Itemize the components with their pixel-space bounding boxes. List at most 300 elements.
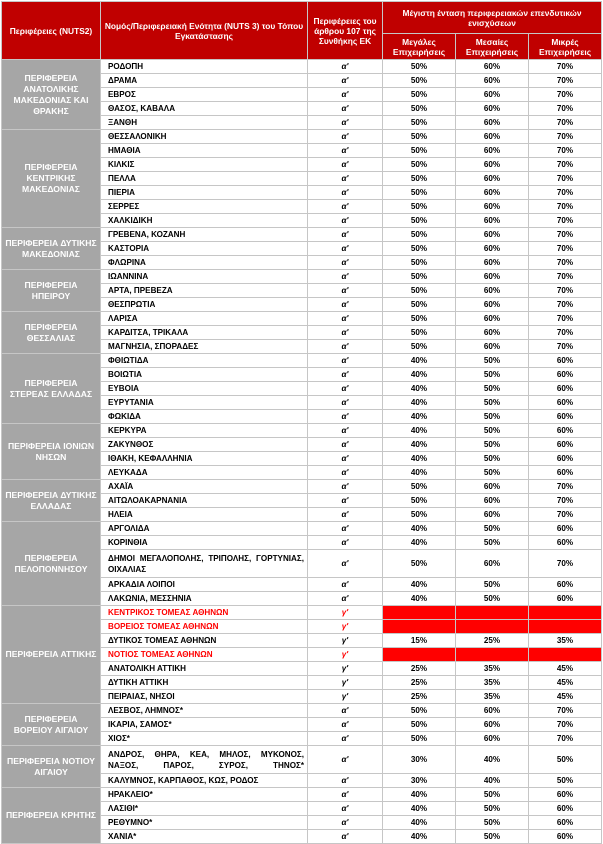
table-body: [2, 60, 602, 844]
large-enterprise-cell: 50%: [383, 200, 456, 214]
document-page: [1, 1, 602, 844]
large-enterprise-cell: 50%: [383, 214, 456, 228]
prefecture-cell: ΑΡΤΑ, ΠΡΕΒΕΖΑ: [101, 284, 308, 298]
region-name: ΠΕΡΙΦΕΡΕΙΑ ΠΕΛΟΠΟΝΝΗΣΟΥ: [2, 522, 101, 606]
article-cell: α': [308, 452, 383, 466]
small-enterprise-cell: 70%: [529, 732, 602, 746]
article-cell: α': [308, 522, 383, 536]
table-row: [2, 354, 602, 368]
table-row: [2, 746, 602, 774]
prefecture-cell: ΧΑΝΙΑ*: [101, 830, 308, 844]
article-cell: α': [308, 312, 383, 326]
small-enterprise-cell: 60%: [529, 354, 602, 368]
prefecture-cell: ΛΑΚΩΝΙΑ, ΜΕΣΣΗΝΙΑ: [101, 592, 308, 606]
medium-enterprise-cell: 50%: [456, 536, 529, 550]
prefecture-cell: ΘΑΣΟΣ, ΚΑΒΑΛΑ: [101, 102, 308, 116]
small-enterprise-cell: 70%: [529, 284, 602, 298]
table-row: [2, 788, 602, 802]
large-enterprise-cell: 40%: [383, 368, 456, 382]
large-enterprise-cell: 50%: [383, 172, 456, 186]
small-enterprise-cell: 70%: [529, 340, 602, 354]
medium-enterprise-cell: 50%: [456, 438, 529, 452]
small-enterprise-cell: 60%: [529, 578, 602, 592]
medium-enterprise-cell: 50%: [456, 592, 529, 606]
small-enterprise-cell: 60%: [529, 592, 602, 606]
article-cell: α': [308, 718, 383, 732]
medium-enterprise-cell: 60%: [456, 214, 529, 228]
medium-enterprise-cell: 50%: [456, 802, 529, 816]
article-cell: α': [308, 480, 383, 494]
small-enterprise-cell: 70%: [529, 130, 602, 144]
large-enterprise-cell: 40%: [383, 592, 456, 606]
small-enterprise-cell: 70%: [529, 74, 602, 88]
large-enterprise-cell: 40%: [383, 788, 456, 802]
small-enterprise-cell: 60%: [529, 522, 602, 536]
article-cell: α': [308, 172, 383, 186]
small-enterprise-cell: 60%: [529, 424, 602, 438]
prefecture-cell: ΔΗΜΟΙ ΜΕΓΑΛΟΠΟΛΗΣ, ΤΡΙΠΟΛΗΣ, ΓΟΡΤΥΝΙΑΣ, ΟΙΧΑΛΙΑΣ: [101, 550, 308, 578]
article-cell: α': [308, 746, 383, 774]
header-medium: Μεσαίες Επιχειρήσεις: [456, 34, 529, 60]
small-enterprise-cell: 60%: [529, 536, 602, 550]
article-cell: α': [308, 144, 383, 158]
table-row: [2, 424, 602, 438]
prefecture-cell: ΒΟΙΩΤΙΑ: [101, 368, 308, 382]
prefecture-cell: ΙΩΑΝΝΙΝΑ: [101, 270, 308, 284]
article-cell: α': [308, 704, 383, 718]
small-enterprise-cell: 60%: [529, 816, 602, 830]
large-enterprise-cell: 50%: [383, 340, 456, 354]
large-enterprise-cell: 50%: [383, 102, 456, 116]
table-header: [2, 2, 602, 60]
medium-enterprise-cell: 60%: [456, 312, 529, 326]
small-enterprise-cell: 70%: [529, 550, 602, 578]
article-cell: α': [308, 732, 383, 746]
large-enterprise-cell: 40%: [383, 382, 456, 396]
medium-enterprise-cell: 60%: [456, 704, 529, 718]
small-enterprise-cell: 70%: [529, 144, 602, 158]
medium-enterprise-cell: 60%: [456, 172, 529, 186]
medium-enterprise-cell: 50%: [456, 368, 529, 382]
small-enterprise-cell: 70%: [529, 158, 602, 172]
article-cell: α': [308, 410, 383, 424]
article-cell: α': [308, 466, 383, 480]
article-cell: α': [308, 550, 383, 578]
small-enterprise-cell: 70%: [529, 60, 602, 74]
small-enterprise-cell: 60%: [529, 438, 602, 452]
medium-enterprise-cell: 50%: [456, 788, 529, 802]
header-small: Μικρές Επιχειρήσεις: [529, 34, 602, 60]
prefecture-cell: ΛΑΣΙΘΙ*: [101, 802, 308, 816]
medium-enterprise-cell: 60%: [456, 326, 529, 340]
prefecture-cell: ΓΡΕΒΕΝΑ, ΚΟΖΑΝΗ: [101, 228, 308, 242]
article-cell: γ': [308, 634, 383, 648]
medium-enterprise-cell: 60%: [456, 494, 529, 508]
large-enterprise-cell: 50%: [383, 284, 456, 298]
medium-enterprise-cell: 35%: [456, 662, 529, 676]
medium-enterprise-cell: 60%: [456, 480, 529, 494]
article-cell: γ': [308, 606, 383, 620]
small-enterprise-cell: 70%: [529, 172, 602, 186]
large-enterprise-cell: 50%: [383, 242, 456, 256]
small-enterprise-cell: 60%: [529, 802, 602, 816]
region-name: ΠΕΡΙΦΕΡΕΙΑ ΚΕΝΤΡΙΚΗΣ ΜΑΚΕΔΟΝΙΑΣ: [2, 130, 101, 228]
small-enterprise-cell: 60%: [529, 788, 602, 802]
prefecture-cell: ΘΕΣΠΡΩΤΙΑ: [101, 298, 308, 312]
small-enterprise-cell: 70%: [529, 186, 602, 200]
small-enterprise-cell: 60%: [529, 382, 602, 396]
large-enterprise-cell: 50%: [383, 186, 456, 200]
small-enterprise-cell: 70%: [529, 312, 602, 326]
small-enterprise-cell: 70%: [529, 116, 602, 130]
article-cell: α': [308, 298, 383, 312]
small-enterprise-cell: [529, 648, 602, 662]
aid-intensity-table: [1, 1, 602, 844]
prefecture-cell: ΙΚΑΡΙΑ, ΣΑΜΟΣ*: [101, 718, 308, 732]
prefecture-cell: ΚΑΣΤΟΡΙΑ: [101, 242, 308, 256]
article-cell: γ': [308, 662, 383, 676]
article-cell: α': [308, 256, 383, 270]
large-enterprise-cell: 50%: [383, 550, 456, 578]
small-enterprise-cell: 60%: [529, 830, 602, 844]
article-cell: α': [308, 354, 383, 368]
article-cell: α': [308, 774, 383, 788]
prefecture-cell: ΗΡΑΚΛΕΙΟ*: [101, 788, 308, 802]
prefecture-cell: ΦΩΚΙΔΑ: [101, 410, 308, 424]
prefecture-cell: ΘΕΣΣΑΛΟΝΙΚΗ: [101, 130, 308, 144]
table-row: [2, 606, 602, 620]
small-enterprise-cell: 50%: [529, 774, 602, 788]
large-enterprise-cell: 40%: [383, 466, 456, 480]
prefecture-cell: ΗΛΕΙΑ: [101, 508, 308, 522]
article-cell: α': [308, 802, 383, 816]
large-enterprise-cell: 40%: [383, 816, 456, 830]
medium-enterprise-cell: 35%: [456, 690, 529, 704]
article-cell: α': [308, 74, 383, 88]
small-enterprise-cell: 70%: [529, 102, 602, 116]
medium-enterprise-cell: 60%: [456, 60, 529, 74]
large-enterprise-cell: 40%: [383, 578, 456, 592]
medium-enterprise-cell: 40%: [456, 746, 529, 774]
medium-enterprise-cell: [456, 648, 529, 662]
prefecture-cell: ΚΟΡΙΝΘΙΑ: [101, 536, 308, 550]
medium-enterprise-cell: 60%: [456, 130, 529, 144]
table-row: [2, 522, 602, 536]
prefecture-cell: ΑΧΑΪΑ: [101, 480, 308, 494]
medium-enterprise-cell: 50%: [456, 816, 529, 830]
medium-enterprise-cell: 60%: [456, 340, 529, 354]
region-name: ΠΕΡΙΦΕΡΕΙΑ ΙΟΝΙΩΝ ΝΗΣΩΝ: [2, 424, 101, 480]
medium-enterprise-cell: 50%: [456, 354, 529, 368]
small-enterprise-cell: 60%: [529, 396, 602, 410]
prefecture-cell: ΑΡΓΟΛΙΔΑ: [101, 522, 308, 536]
medium-enterprise-cell: 60%: [456, 508, 529, 522]
prefecture-cell: ΚΑΛΥΜΝΟΣ, ΚΑΡΠΑΘΟΣ, ΚΩΣ, ΡΟΔΟΣ: [101, 774, 308, 788]
large-enterprise-cell: 40%: [383, 410, 456, 424]
small-enterprise-cell: 60%: [529, 466, 602, 480]
prefecture-cell: ΡΕΘΥΜΝΟ*: [101, 816, 308, 830]
large-enterprise-cell: 50%: [383, 508, 456, 522]
small-enterprise-cell: 35%: [529, 634, 602, 648]
large-enterprise-cell: 50%: [383, 326, 456, 340]
large-enterprise-cell: 50%: [383, 228, 456, 242]
region-name: ΠΕΡΙΦΕΡΕΙΑ ΔΥΤΙΚΗΣ ΜΑΚΕΔΟΝΙΑΣ: [2, 228, 101, 270]
region-name: ΠΕΡΙΦΕΡΕΙΑ ΑΤΤΙΚΗΣ: [2, 606, 101, 704]
medium-enterprise-cell: 50%: [456, 410, 529, 424]
article-cell: α': [308, 578, 383, 592]
medium-enterprise-cell: 50%: [456, 424, 529, 438]
small-enterprise-cell: 70%: [529, 326, 602, 340]
region-name: ΠΕΡΙΦΕΡΕΙΑ ΑΝΑΤΟΛΙΚΗΣ ΜΑΚΕΔΟΝΙΑΣ ΚΑΙ ΘΡΑΚΗΣ: [2, 60, 101, 130]
large-enterprise-cell: 50%: [383, 312, 456, 326]
small-enterprise-cell: 60%: [529, 368, 602, 382]
table-row: [2, 228, 602, 242]
prefecture-cell: ΖΑΚΥΝΘΟΣ: [101, 438, 308, 452]
medium-enterprise-cell: 50%: [456, 830, 529, 844]
article-cell: α': [308, 508, 383, 522]
prefecture-cell: ΕΥΒΟΙΑ: [101, 382, 308, 396]
small-enterprise-cell: 70%: [529, 270, 602, 284]
medium-enterprise-cell: 60%: [456, 158, 529, 172]
article-cell: α': [308, 788, 383, 802]
large-enterprise-cell: 25%: [383, 690, 456, 704]
prefecture-cell: ΞΑΝΘΗ: [101, 116, 308, 130]
small-enterprise-cell: 70%: [529, 200, 602, 214]
large-enterprise-cell: 50%: [383, 60, 456, 74]
large-enterprise-cell: 50%: [383, 74, 456, 88]
medium-enterprise-cell: 60%: [456, 718, 529, 732]
medium-enterprise-cell: 60%: [456, 116, 529, 130]
large-enterprise-cell: 50%: [383, 270, 456, 284]
small-enterprise-cell: 70%: [529, 298, 602, 312]
large-enterprise-cell: 40%: [383, 830, 456, 844]
article-cell: γ': [308, 620, 383, 634]
table-row: [2, 312, 602, 326]
large-enterprise-cell: 40%: [383, 354, 456, 368]
small-enterprise-cell: 45%: [529, 690, 602, 704]
header-large: Μεγάλες Επιχειρήσεις: [383, 34, 456, 60]
medium-enterprise-cell: 50%: [456, 452, 529, 466]
large-enterprise-cell: [383, 648, 456, 662]
article-cell: α': [308, 382, 383, 396]
prefecture-cell: ΠΙΕΡΙΑ: [101, 186, 308, 200]
article-cell: α': [308, 116, 383, 130]
article-cell: α': [308, 228, 383, 242]
prefecture-cell: ΑΡΚΑΔΙΑ ΛΟΙΠΟΙ: [101, 578, 308, 592]
large-enterprise-cell: [383, 606, 456, 620]
region-name: ΠΕΡΙΦΕΡΕΙΑ ΘΕΣΣΑΛΙΑΣ: [2, 312, 101, 354]
large-enterprise-cell: 50%: [383, 494, 456, 508]
prefecture-cell: ΙΘΑΚΗ, ΚΕΦΑΛΛΗΝΙΑ: [101, 452, 308, 466]
small-enterprise-cell: 60%: [529, 410, 602, 424]
prefecture-cell: ΦΘΙΩΤΙΔΑ: [101, 354, 308, 368]
article-cell: α': [308, 816, 383, 830]
medium-enterprise-cell: [456, 620, 529, 634]
small-enterprise-cell: 70%: [529, 494, 602, 508]
header-regions: Περιφέρειες (NUTS2): [2, 2, 101, 60]
article-cell: α': [308, 130, 383, 144]
table-row: [2, 480, 602, 494]
small-enterprise-cell: 50%: [529, 746, 602, 774]
medium-enterprise-cell: 60%: [456, 550, 529, 578]
article-cell: α': [308, 158, 383, 172]
large-enterprise-cell: 50%: [383, 158, 456, 172]
region-name: ΠΕΡΙΦΕΡΕΙΑ ΒΟΡΕΙΟΥ ΑΙΓΑΙΟΥ: [2, 704, 101, 746]
article-cell: α': [308, 284, 383, 298]
large-enterprise-cell: 40%: [383, 396, 456, 410]
prefecture-cell: ΔΥΤΙΚΗ ΑΤΤΙΚΗ: [101, 676, 308, 690]
region-name: ΠΕΡΙΦΕΡΕΙΑ ΚΡΗΤΗΣ: [2, 788, 101, 844]
prefecture-cell: ΗΜΑΘΙΑ: [101, 144, 308, 158]
prefecture-cell: ΠΕΛΛΑ: [101, 172, 308, 186]
region-name: ΠΕΡΙΦΕΡΕΙΑ ΝΟΤΙΟΥ ΑΙΓΑΙΟΥ: [2, 746, 101, 788]
medium-enterprise-cell: 50%: [456, 396, 529, 410]
small-enterprise-cell: [529, 620, 602, 634]
prefecture-cell: ΛΕΣΒΟΣ, ΛΗΜΝΟΣ*: [101, 704, 308, 718]
medium-enterprise-cell: 60%: [456, 270, 529, 284]
small-enterprise-cell: 70%: [529, 256, 602, 270]
medium-enterprise-cell: 60%: [456, 284, 529, 298]
medium-enterprise-cell: 60%: [456, 228, 529, 242]
medium-enterprise-cell: 60%: [456, 732, 529, 746]
prefecture-cell: ΣΕΡΡΕΣ: [101, 200, 308, 214]
large-enterprise-cell: 50%: [383, 704, 456, 718]
prefecture-cell: ΡΟΔΟΠΗ: [101, 60, 308, 74]
small-enterprise-cell: 70%: [529, 480, 602, 494]
prefecture-cell: ΔΥΤΙΚΟΣ ΤΟΜΕΑΣ ΑΘΗΝΩΝ: [101, 634, 308, 648]
large-enterprise-cell: 50%: [383, 480, 456, 494]
medium-enterprise-cell: 40%: [456, 774, 529, 788]
table-row: [2, 130, 602, 144]
prefecture-cell: ΕΥΡΥΤΑΝΙΑ: [101, 396, 308, 410]
region-name: ΠΕΡΙΦΕΡΕΙΑ ΗΠΕΙΡΟΥ: [2, 270, 101, 312]
region-name: ΠΕΡΙΦΕΡΕΙΑ ΔΥΤΙΚΗΣ ΕΛΛΑΔΑΣ: [2, 480, 101, 522]
large-enterprise-cell: 30%: [383, 746, 456, 774]
medium-enterprise-cell: 60%: [456, 186, 529, 200]
large-enterprise-cell: 40%: [383, 424, 456, 438]
medium-enterprise-cell: 60%: [456, 200, 529, 214]
article-cell: α': [308, 424, 383, 438]
medium-enterprise-cell: 60%: [456, 102, 529, 116]
large-enterprise-cell: 40%: [383, 522, 456, 536]
prefecture-cell: ΑΝΑΤΟΛΙΚΗ ΑΤΤΙΚΗ: [101, 662, 308, 676]
article-cell: α': [308, 200, 383, 214]
article-cell: α': [308, 494, 383, 508]
small-enterprise-cell: [529, 606, 602, 620]
medium-enterprise-cell: 60%: [456, 298, 529, 312]
prefecture-cell: ΛΑΡΙΣΑ: [101, 312, 308, 326]
large-enterprise-cell: 40%: [383, 452, 456, 466]
article-cell: α': [308, 88, 383, 102]
medium-enterprise-cell: [456, 606, 529, 620]
prefecture-cell: ΦΛΩΡΙΝΑ: [101, 256, 308, 270]
medium-enterprise-cell: 60%: [456, 242, 529, 256]
article-cell: γ': [308, 676, 383, 690]
large-enterprise-cell: 50%: [383, 88, 456, 102]
article-cell: α': [308, 326, 383, 340]
header-article: Περιφέρειες του άρθρου 107 της Συνθήκης ΕΚ: [308, 2, 383, 60]
large-enterprise-cell: 50%: [383, 116, 456, 130]
small-enterprise-cell: 70%: [529, 242, 602, 256]
prefecture-cell: ΛΕΥΚΑΔΑ: [101, 466, 308, 480]
large-enterprise-cell: 25%: [383, 676, 456, 690]
large-enterprise-cell: 50%: [383, 718, 456, 732]
article-cell: α': [308, 438, 383, 452]
large-enterprise-cell: 50%: [383, 732, 456, 746]
prefecture-cell: ΧΑΛΚΙΔΙΚΗ: [101, 214, 308, 228]
prefecture-cell: ΔΡΑΜΑ: [101, 74, 308, 88]
small-enterprise-cell: 45%: [529, 662, 602, 676]
article-cell: α': [308, 270, 383, 284]
medium-enterprise-cell: 50%: [456, 382, 529, 396]
large-enterprise-cell: 40%: [383, 536, 456, 550]
small-enterprise-cell: 70%: [529, 214, 602, 228]
prefecture-cell: ΜΑΓΝΗΣΙΑ, ΣΠΟΡΑΔΕΣ: [101, 340, 308, 354]
prefecture-cell: ΑΙΤΩΛΟΑΚΑΡΝΑΝΙΑ: [101, 494, 308, 508]
article-cell: α': [308, 592, 383, 606]
article-cell: γ': [308, 690, 383, 704]
prefecture-cell: ΑΝΔΡΟΣ, ΘΗΡΑ, ΚΕΑ, ΜΗΛΟΣ, ΜΥΚΟΝΟΣ, ΝΑΞΟΣ, ΠΑΡΟΣ, ΣΥΡΟΣ, ΤΗΝΟΣ*: [101, 746, 308, 774]
article-cell: α': [308, 102, 383, 116]
medium-enterprise-cell: 60%: [456, 88, 529, 102]
large-enterprise-cell: 50%: [383, 256, 456, 270]
prefecture-cell: ΚΑΡΔΙΤΣΑ, ΤΡΙΚΑΛΑ: [101, 326, 308, 340]
article-cell: α': [308, 340, 383, 354]
article-cell: α': [308, 60, 383, 74]
prefecture-cell: ΒΟΡΕΙΟΣ ΤΟΜΕΑΣ ΑΘΗΝΩΝ: [101, 620, 308, 634]
medium-enterprise-cell: 25%: [456, 634, 529, 648]
medium-enterprise-cell: 50%: [456, 578, 529, 592]
medium-enterprise-cell: 60%: [456, 256, 529, 270]
article-cell: α': [308, 186, 383, 200]
small-enterprise-cell: 70%: [529, 718, 602, 732]
small-enterprise-cell: 70%: [529, 228, 602, 242]
article-cell: α': [308, 214, 383, 228]
large-enterprise-cell: 50%: [383, 130, 456, 144]
large-enterprise-cell: 50%: [383, 298, 456, 312]
large-enterprise-cell: 50%: [383, 144, 456, 158]
medium-enterprise-cell: 60%: [456, 74, 529, 88]
header-prefecture: Νομός/Περιφερειακή Ενότητα (NUTS 3) του Τόπου Εγκατάστασης: [101, 2, 308, 60]
large-enterprise-cell: 30%: [383, 774, 456, 788]
prefecture-cell: ΚΙΛΚΙΣ: [101, 158, 308, 172]
region-name: ΠΕΡΙΦΕΡΕΙΑ ΣΤΕΡΕΑΣ ΕΛΛΑΔΑΣ: [2, 354, 101, 424]
small-enterprise-cell: 60%: [529, 452, 602, 466]
article-cell: α': [308, 368, 383, 382]
header-max-intensity: Μέγιστη ένταση περιφερειακών επενδυτικών ενισχύσεων: [383, 2, 602, 34]
medium-enterprise-cell: 50%: [456, 522, 529, 536]
article-cell: α': [308, 396, 383, 410]
table-row: [2, 704, 602, 718]
article-cell: α': [308, 536, 383, 550]
small-enterprise-cell: 70%: [529, 704, 602, 718]
large-enterprise-cell: 25%: [383, 662, 456, 676]
prefecture-cell: ΕΒΡΟΣ: [101, 88, 308, 102]
large-enterprise-cell: 40%: [383, 438, 456, 452]
medium-enterprise-cell: 35%: [456, 676, 529, 690]
table-row: [2, 270, 602, 284]
article-cell: γ': [308, 648, 383, 662]
small-enterprise-cell: 70%: [529, 508, 602, 522]
table-row: [2, 60, 602, 74]
article-cell: α': [308, 242, 383, 256]
article-cell: α': [308, 830, 383, 844]
small-enterprise-cell: 45%: [529, 676, 602, 690]
prefecture-cell: ΚΕΡΚΥΡΑ: [101, 424, 308, 438]
prefecture-cell: ΝΟΤΙΟΣ ΤΟΜΕΑΣ ΑΘΗΝΩΝ: [101, 648, 308, 662]
prefecture-cell: ΚΕΝΤΡΙΚΟΣ ΤΟΜΕΑΣ ΑΘΗΝΩΝ: [101, 606, 308, 620]
prefecture-cell: ΠΕΙΡΑΙΑΣ, ΝΗΣΟΙ: [101, 690, 308, 704]
